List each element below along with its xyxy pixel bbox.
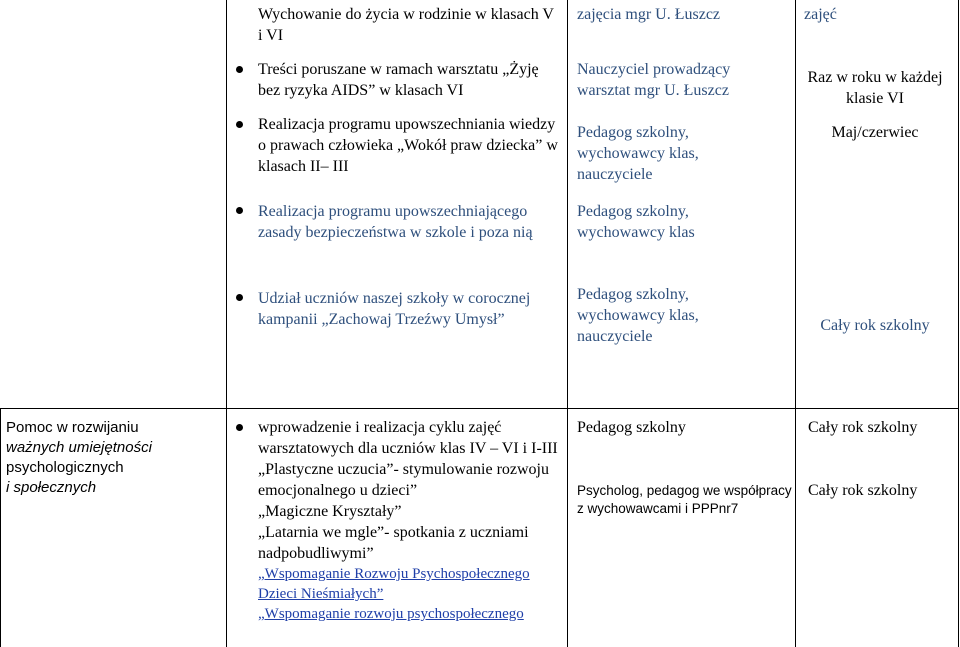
column-divider-2 bbox=[567, 0, 568, 647]
row6-activity bbox=[258, 417, 563, 624]
table-border-right bbox=[958, 0, 959, 647]
column-divider-3 bbox=[795, 0, 796, 647]
table-border-left bbox=[0, 409, 1, 647]
row6-responsible-2: Psycholog, pedagog we współpracy z wychowawcami i PPPnr7 bbox=[577, 483, 792, 516]
row2-term: Raz w roku w każdej klasie VI bbox=[807, 69, 943, 107]
row3-activity: Realizacja programu upowszechniania wiedzy o prawach człowieka „Wokół praw dziecka” w klasach II– III bbox=[258, 116, 558, 175]
bullet-icon bbox=[236, 294, 243, 301]
row6-term-1: Cały rok szkolny bbox=[808, 419, 918, 436]
area-line-2: ważnych umiejętności bbox=[6, 439, 152, 456]
row3-responsible: Pedagog szkolny, wychowawcy klas, nauczyciele bbox=[577, 124, 699, 183]
row2-activity: Treści poruszane w ramach warsztatu „Żyję bez ryzyka AIDS” w klasach VI bbox=[258, 61, 539, 99]
row1-activity: Wychowanie do życia w rodzinie w klasach V i VI bbox=[258, 6, 554, 44]
row5-responsible: Pedagog szkolny, wychowawcy klas, nauczyciele bbox=[577, 286, 699, 345]
row5-activity: Udział uczniów naszej szkoły w corocznej kampanii „Zachowaj Trzeźwy Umysł” bbox=[258, 290, 531, 328]
row6-responsible-1: Pedagog szkolny bbox=[577, 419, 686, 436]
row2-responsible: Nauczyciel prowadzący warsztat mgr U. Łuszcz bbox=[577, 61, 731, 99]
row1-term: zajęć bbox=[804, 6, 837, 23]
area-line-4: i społecznych bbox=[6, 479, 97, 496]
bullet-icon bbox=[236, 121, 243, 128]
bullet-icon bbox=[236, 66, 243, 73]
column-divider-1 bbox=[226, 0, 227, 647]
row6-item-2: „Magiczne Kryształy” bbox=[258, 503, 402, 520]
row6-term-2: Cały rok szkolny bbox=[808, 482, 918, 499]
row6-activity-main: wprowadzenie i realizacja cyklu zajęć warsztatowych dla uczniów klas IV – VI i I-III bbox=[258, 419, 558, 457]
area-line-3: psychologicznych bbox=[6, 459, 124, 476]
row6-item-1: „Plastyczne uczucia”- stymulowanie rozwoju emocjonalnego u dzieci” bbox=[258, 461, 549, 499]
bullet-icon bbox=[236, 207, 243, 214]
area-title bbox=[6, 418, 221, 498]
row1-responsible: zajęcia mgr U. Łuszcz bbox=[577, 6, 721, 23]
bullet-icon bbox=[236, 424, 243, 431]
row3-term: Maj/czerwiec bbox=[831, 124, 919, 141]
row5-term: Cały rok szkolny bbox=[820, 317, 930, 334]
row4-responsible: Pedagog szkolny, wychowawcy klas bbox=[577, 203, 695, 241]
row6-item-3: „Latarnia we mgle”- spotkania z uczniami nadpobudliwymi” bbox=[258, 524, 529, 562]
row-divider bbox=[0, 408, 959, 409]
row6-link-2[interactable]: „Wspomaganie rozwoju psychospołecznego bbox=[258, 606, 524, 622]
row4-activity: Realizacja programu upowszechniającego zasady bezpieczeństwa w szkole i poza nią bbox=[258, 203, 533, 241]
area-line-1: Pomoc w rozwijaniu bbox=[6, 419, 139, 436]
row6-link-1[interactable]: „Wspomaganie Rozwoju Psychospołecznego Dzieci Nieśmiałych” bbox=[258, 566, 530, 602]
